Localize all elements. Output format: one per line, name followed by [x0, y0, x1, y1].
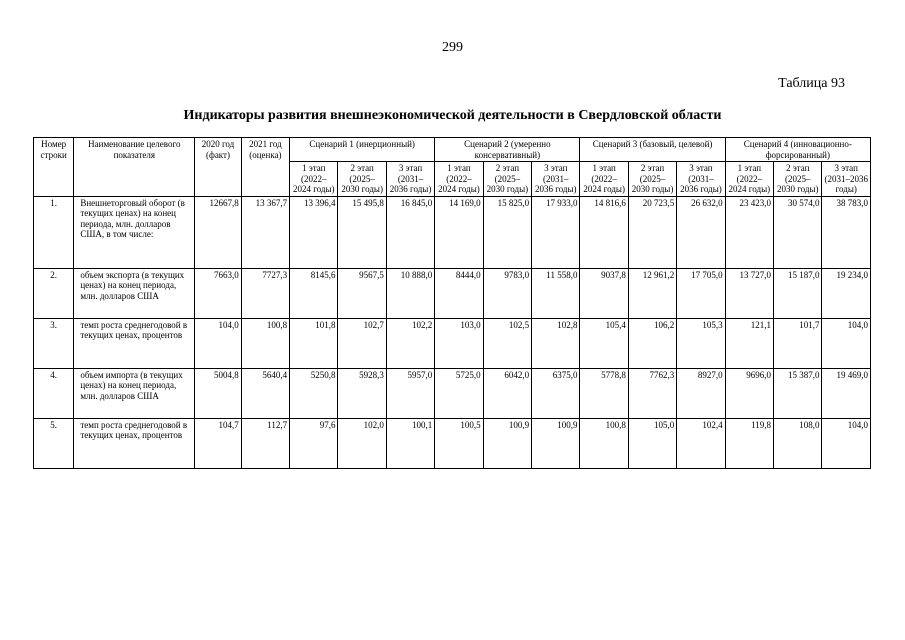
value-cell: 38 783,0	[822, 196, 871, 268]
value-cell: 17 705,0	[677, 268, 725, 318]
header-row-1	[34, 138, 871, 162]
header-stage-1: 1 этап (2022–2024 годы)	[580, 162, 628, 197]
header-stage-2: 2 этап (2025–2030 годы)	[338, 162, 386, 197]
value-cell: 17 933,0	[532, 196, 580, 268]
value-cell: 8927,0	[677, 368, 725, 418]
value-cell: 97,6	[290, 418, 338, 468]
value-cell: 5778,8	[580, 368, 628, 418]
table-row	[34, 418, 871, 468]
value-cell: 30 574,0	[774, 196, 822, 268]
value-cell: 104,0	[822, 318, 871, 368]
value-cell: 119,8	[725, 418, 773, 468]
value-cell: 104,0	[195, 318, 241, 368]
row-number: 5.	[34, 418, 74, 468]
value-cell: 102,8	[532, 318, 580, 368]
value-cell: 6042,0	[483, 368, 531, 418]
value-cell: 104,0	[822, 418, 871, 468]
value-cell: 19 469,0	[822, 368, 871, 418]
value-cell: 15 387,0	[774, 368, 822, 418]
value-cell: 100,5	[435, 418, 483, 468]
value-cell: 100,8	[580, 418, 628, 468]
value-cell: 9696,0	[725, 368, 773, 418]
table-row	[34, 368, 871, 418]
table-row	[34, 196, 871, 268]
value-cell: 105,3	[677, 318, 725, 368]
indicator-name: Внешнеторговый оборот (в текущих ценах) на конец периода, млн. долларов США, в том числе:	[74, 196, 195, 268]
value-cell: 7727,3	[241, 268, 289, 318]
value-cell: 103,0	[435, 318, 483, 368]
value-cell: 12 961,2	[628, 268, 676, 318]
value-cell: 8444,0	[435, 268, 483, 318]
header-scenario-2: Сценарий 2 (умеренно консервативный)	[435, 138, 580, 162]
value-cell: 100,9	[532, 418, 580, 468]
document-title: Индикаторы развития внешнеэкономической деятельности в Свердловской области	[183, 108, 722, 123]
value-cell: 102,7	[338, 318, 386, 368]
value-cell: 7663,0	[195, 268, 241, 318]
header-scenario-4: Сценарий 4 (инновационно-форсированный)	[725, 138, 870, 162]
value-cell: 5250,8	[290, 368, 338, 418]
indicator-name: темп роста среднегодовой в текущих ценах, процентов	[74, 418, 195, 468]
value-cell: 15 495,8	[338, 196, 386, 268]
value-cell: 112,7	[241, 418, 289, 468]
value-cell: 14 169,0	[435, 196, 483, 268]
table-row	[34, 318, 871, 368]
indicator-name: темп роста среднегодовой в текущих ценах, процентов	[74, 318, 195, 368]
value-cell: 102,5	[483, 318, 531, 368]
value-cell: 13 367,7	[241, 196, 289, 268]
value-cell: 9783,0	[483, 268, 531, 318]
table-row	[34, 268, 871, 318]
value-cell: 20 723,5	[628, 196, 676, 268]
value-cell: 102,2	[386, 318, 434, 368]
value-cell: 102,0	[338, 418, 386, 468]
header-stage-3: 3 этап (2031–2036 годы)	[677, 162, 725, 197]
value-cell: 11 558,0	[532, 268, 580, 318]
header-scenario-1: Сценарий 1 (инерционный)	[290, 138, 435, 162]
value-cell: 15 825,0	[483, 196, 531, 268]
header-indicator-name: Наименование целевого показателя	[74, 138, 195, 197]
value-cell: 13 396,4	[290, 196, 338, 268]
value-cell: 5928,3	[338, 368, 386, 418]
value-cell: 102,4	[677, 418, 725, 468]
value-cell: 12667,8	[195, 196, 241, 268]
value-cell: 7762,3	[628, 368, 676, 418]
indicator-name: объем экспорта (в текущих ценах) на конец периода, млн. долларов США	[74, 268, 195, 318]
header-stage-2: 2 этап (2025–2030 годы)	[483, 162, 531, 197]
header-scenario-3: Сценарий 3 (базовый, целевой)	[580, 138, 725, 162]
value-cell: 101,8	[290, 318, 338, 368]
value-cell: 15 187,0	[774, 268, 822, 318]
value-cell: 104,7	[195, 418, 241, 468]
value-cell: 101,7	[774, 318, 822, 368]
header-stage-1: 1 этап (2022–2024 годы)	[725, 162, 773, 197]
value-cell: 9037,8	[580, 268, 628, 318]
page-number: 299	[442, 40, 463, 55]
header-stage-1: 1 этап (2022–2024 годы)	[290, 162, 338, 197]
row-number: 2.	[34, 268, 74, 318]
header-stage-1: 1 этап (2022–2024 годы)	[435, 162, 483, 197]
header-stage-2: 2 этап (2025–2030 годы)	[628, 162, 676, 197]
value-cell: 100,9	[483, 418, 531, 468]
value-cell: 14 816,6	[580, 196, 628, 268]
row-number: 4.	[34, 368, 74, 418]
row-number: 3.	[34, 318, 74, 368]
value-cell: 26 632,0	[677, 196, 725, 268]
header-stage-3: 3 этап (2031–2036 годы)	[532, 162, 580, 197]
value-cell: 19 234,0	[822, 268, 871, 318]
table-label: Таблица 93	[778, 76, 845, 91]
value-cell: 106,2	[628, 318, 676, 368]
header-stage-3: 3 этап (2031–2036 годы)	[822, 162, 871, 197]
value-cell: 10 888,0	[386, 268, 434, 318]
value-cell: 105,0	[628, 418, 676, 468]
value-cell: 121,1	[725, 318, 773, 368]
value-cell: 5725,0	[435, 368, 483, 418]
value-cell: 16 845,0	[386, 196, 434, 268]
indicators-table	[33, 137, 871, 469]
value-cell: 100,1	[386, 418, 434, 468]
indicator-name: объем импорта (в текущих ценах) на конец периода, млн. долларов США	[74, 368, 195, 418]
header-row-number: Номер строки	[34, 138, 74, 197]
header-2020: 2020 год (факт)	[195, 138, 241, 197]
value-cell: 23 423,0	[725, 196, 773, 268]
value-cell: 9567,5	[338, 268, 386, 318]
row-number: 1.	[34, 196, 74, 268]
value-cell: 5957,0	[386, 368, 434, 418]
value-cell: 105,4	[580, 318, 628, 368]
header-stage-3: 3 этап (2031–2036 годы)	[386, 162, 434, 197]
value-cell: 5640,4	[241, 368, 289, 418]
value-cell: 108,0	[774, 418, 822, 468]
value-cell: 13 727,0	[725, 268, 773, 318]
value-cell: 6375,0	[532, 368, 580, 418]
header-2021: 2021 год (оценка)	[241, 138, 289, 197]
value-cell: 100,8	[241, 318, 289, 368]
value-cell: 8145,6	[290, 268, 338, 318]
header-stage-2: 2 этап (2025–2030 годы)	[774, 162, 822, 197]
value-cell: 5004,8	[195, 368, 241, 418]
